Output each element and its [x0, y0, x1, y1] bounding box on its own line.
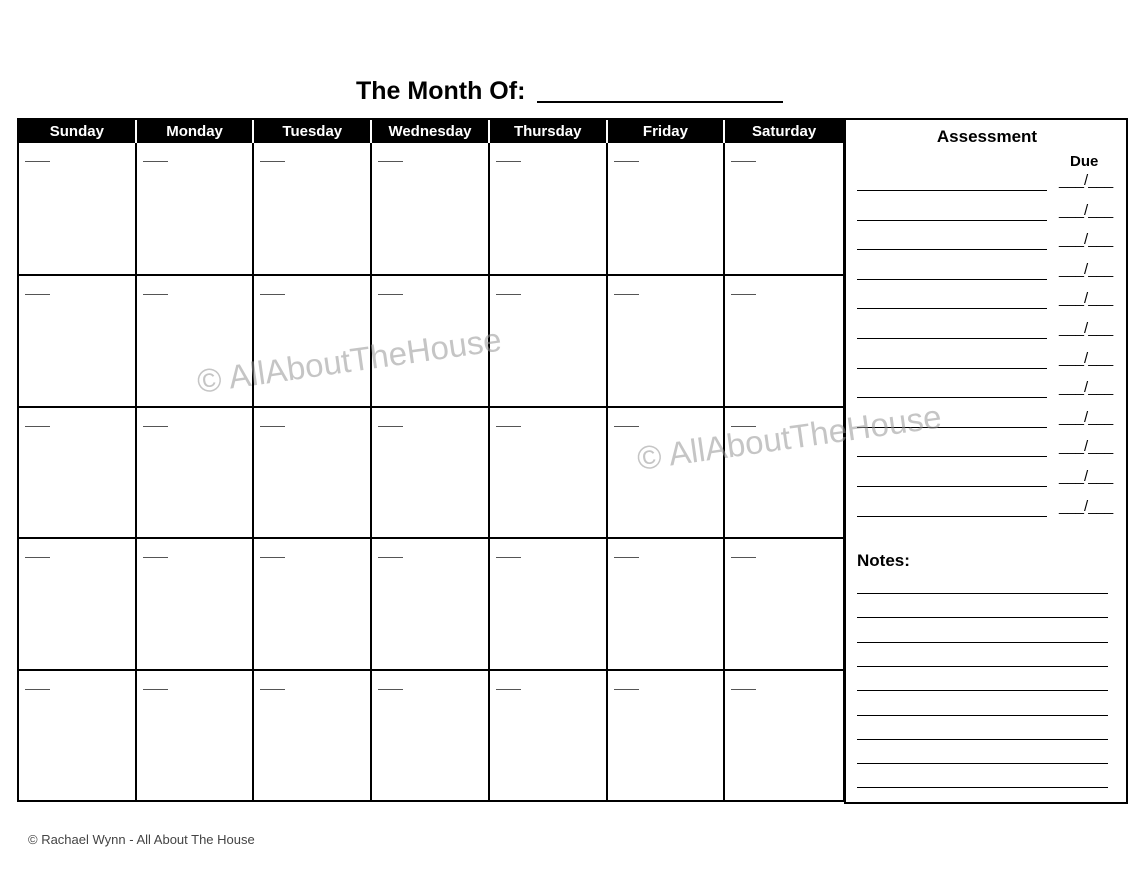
- calendar-day-cell[interactable]: [254, 669, 372, 800]
- assessment-name-field[interactable]: [857, 308, 1047, 309]
- assessment-title: Assessment: [936, 127, 1038, 146]
- due-date-field[interactable]: ___/___: [1059, 497, 1114, 515]
- assessment-row: [846, 231, 1128, 251]
- due-date-field[interactable]: ___/___: [1059, 231, 1114, 249]
- date-number-slot[interactable]: [496, 426, 521, 427]
- date-number-slot[interactable]: [378, 426, 403, 427]
- assessment-row: [846, 468, 1128, 488]
- date-number-slot[interactable]: [496, 294, 521, 295]
- calendar-day-cell[interactable]: [608, 669, 726, 800]
- note-line[interactable]: [857, 642, 1108, 643]
- date-number-slot[interactable]: [143, 557, 168, 558]
- calendar-day-cell[interactable]: [490, 406, 608, 537]
- footer-copyright: © Rachael Wynn - All About The House: [28, 832, 255, 847]
- assessment-name-field[interactable]: [857, 368, 1047, 369]
- date-number-slot[interactable]: [143, 689, 168, 690]
- calendar-day-cell[interactable]: [490, 669, 608, 800]
- calendar-day-cell[interactable]: [254, 274, 372, 405]
- watermark-text: © AllAboutTheHouse: [194, 320, 504, 401]
- assessment-row: [846, 408, 1128, 429]
- calendar-day-cell[interactable]: [725, 406, 843, 537]
- watermark-text: © AllAboutTheHouse: [634, 397, 944, 478]
- due-date-field[interactable]: ___/___: [1059, 408, 1114, 426]
- date-number-slot[interactable]: [378, 557, 403, 558]
- date-number-slot[interactable]: [496, 557, 521, 558]
- calendar-day-cell[interactable]: [137, 669, 255, 800]
- assessment-name-field[interactable]: [857, 456, 1047, 457]
- calendar-day-cell[interactable]: [137, 274, 255, 405]
- day-header-wednesday: Wednesday: [372, 120, 490, 143]
- calendar-day-cell[interactable]: [725, 274, 843, 405]
- note-line[interactable]: [857, 715, 1108, 716]
- calendar-day-cell[interactable]: [608, 406, 726, 537]
- date-number-slot[interactable]: [25, 689, 50, 690]
- note-line[interactable]: [857, 666, 1108, 667]
- day-header-monday: Monday: [137, 120, 255, 143]
- calendar-day-cell[interactable]: [608, 143, 726, 274]
- assessment-row: [846, 349, 1128, 370]
- date-number-slot[interactable]: [25, 161, 50, 162]
- date-number-slot[interactable]: [731, 689, 756, 690]
- date-number-slot[interactable]: [731, 161, 756, 162]
- assessment-row: [846, 172, 1128, 192]
- day-header-saturday: Saturday: [725, 120, 843, 143]
- calendar-day-cell[interactable]: [137, 406, 255, 537]
- due-date-field[interactable]: ___/___: [1059, 172, 1114, 189]
- date-number-slot[interactable]: [614, 426, 639, 427]
- assessment-row: [846, 290, 1128, 310]
- calendar-day-cell[interactable]: [254, 143, 372, 274]
- date-number-slot[interactable]: [260, 294, 285, 295]
- date-number-slot[interactable]: [614, 294, 639, 295]
- assessment-panel: [844, 118, 1128, 804]
- page-title: The Month Of:: [356, 77, 526, 105]
- date-number-slot[interactable]: [378, 294, 403, 295]
- calendar-day-cell[interactable]: [490, 537, 608, 668]
- calendar-day-cell[interactable]: [372, 274, 490, 405]
- note-line[interactable]: [857, 690, 1108, 691]
- assessment-name-field[interactable]: [857, 486, 1047, 487]
- date-number-slot[interactable]: [260, 426, 285, 427]
- date-number-slot[interactable]: [496, 689, 521, 690]
- assessment-row: [846, 497, 1128, 518]
- calendar-day-cell[interactable]: [254, 537, 372, 668]
- date-number-slot[interactable]: [260, 557, 285, 558]
- calendar-day-cell[interactable]: [725, 143, 843, 274]
- calendar-day-cell[interactable]: [725, 537, 843, 668]
- calendar-grid: [17, 118, 845, 802]
- date-number-slot[interactable]: [143, 294, 168, 295]
- due-date-field[interactable]: ___/___: [1059, 379, 1114, 397]
- calendar-day-cell[interactable]: [19, 406, 137, 537]
- assessment-name-field[interactable]: [857, 397, 1047, 398]
- calendar-day-cell[interactable]: [19, 537, 137, 668]
- note-line[interactable]: [857, 617, 1108, 618]
- assessment-name-field[interactable]: [857, 427, 1047, 428]
- due-date-field[interactable]: ___/___: [1059, 349, 1114, 367]
- date-number-slot[interactable]: [496, 161, 521, 162]
- assessment-row: [846, 379, 1128, 399]
- calendar-day-cell[interactable]: [137, 143, 255, 274]
- date-number-slot[interactable]: [378, 161, 403, 162]
- assessment-name-field[interactable]: [857, 279, 1047, 280]
- assessment-row: [846, 320, 1128, 340]
- calendar-day-cell[interactable]: [490, 274, 608, 405]
- calendar-day-cell[interactable]: [608, 537, 726, 668]
- assessment-name-field[interactable]: [857, 249, 1047, 250]
- date-number-slot[interactable]: [260, 689, 285, 690]
- calendar-day-cell[interactable]: [490, 143, 608, 274]
- due-date-field[interactable]: ___/___: [1059, 468, 1114, 485]
- assessment-row: [846, 201, 1128, 222]
- calendar-day-cell[interactable]: [19, 143, 137, 274]
- calendar-day-cell[interactable]: [19, 274, 137, 405]
- day-header-sunday: Sunday: [19, 120, 137, 143]
- date-number-slot[interactable]: [378, 689, 403, 690]
- due-date-field[interactable]: ___/___: [1059, 201, 1114, 219]
- month-fill-line[interactable]: [537, 101, 783, 103]
- date-number-slot[interactable]: [614, 689, 639, 690]
- date-number-slot[interactable]: [25, 294, 50, 295]
- due-date-field[interactable]: ___/___: [1059, 438, 1114, 456]
- note-line[interactable]: [857, 763, 1108, 764]
- assessment-row: [846, 260, 1128, 281]
- note-line[interactable]: [857, 787, 1108, 788]
- assessment-name-field[interactable]: [857, 190, 1047, 191]
- note-line[interactable]: [857, 739, 1108, 740]
- calendar-day-cell[interactable]: [608, 274, 726, 405]
- day-header-friday: Friday: [608, 120, 726, 143]
- date-number-slot[interactable]: [25, 426, 50, 427]
- day-header-tuesday: Tuesday: [254, 120, 372, 143]
- date-number-slot[interactable]: [731, 294, 756, 295]
- day-header-thursday: Thursday: [490, 120, 608, 143]
- calendar-day-cell[interactable]: [372, 143, 490, 274]
- date-number-slot[interactable]: [614, 557, 639, 558]
- date-number-slot[interactable]: [731, 557, 756, 558]
- calendar-day-cell[interactable]: [372, 537, 490, 668]
- notes-label: Notes:: [857, 551, 910, 570]
- date-number-slot[interactable]: [143, 426, 168, 427]
- assessment-name-field[interactable]: [857, 516, 1047, 517]
- due-date-field[interactable]: ___/___: [1059, 320, 1114, 337]
- date-number-slot[interactable]: [614, 161, 639, 162]
- calendar-day-cell[interactable]: [372, 406, 490, 537]
- assessment-name-field[interactable]: [857, 220, 1047, 221]
- calendar-day-cell[interactable]: [137, 537, 255, 668]
- calendar-day-cell[interactable]: [725, 669, 843, 800]
- due-date-field[interactable]: ___/___: [1059, 290, 1114, 308]
- note-line[interactable]: [857, 593, 1108, 594]
- due-date-field[interactable]: ___/___: [1059, 260, 1114, 278]
- assessment-name-field[interactable]: [857, 338, 1047, 339]
- date-number-slot[interactable]: [731, 426, 756, 427]
- assessment-row: [846, 438, 1128, 458]
- calendar-day-cell[interactable]: [372, 669, 490, 800]
- calendar-day-cell[interactable]: [19, 669, 137, 800]
- calendar-day-cell[interactable]: [254, 406, 372, 537]
- date-number-slot[interactable]: [143, 161, 168, 162]
- date-number-slot[interactable]: [260, 161, 285, 162]
- due-column-label: Due: [1070, 153, 1099, 170]
- date-number-slot[interactable]: [25, 557, 50, 558]
